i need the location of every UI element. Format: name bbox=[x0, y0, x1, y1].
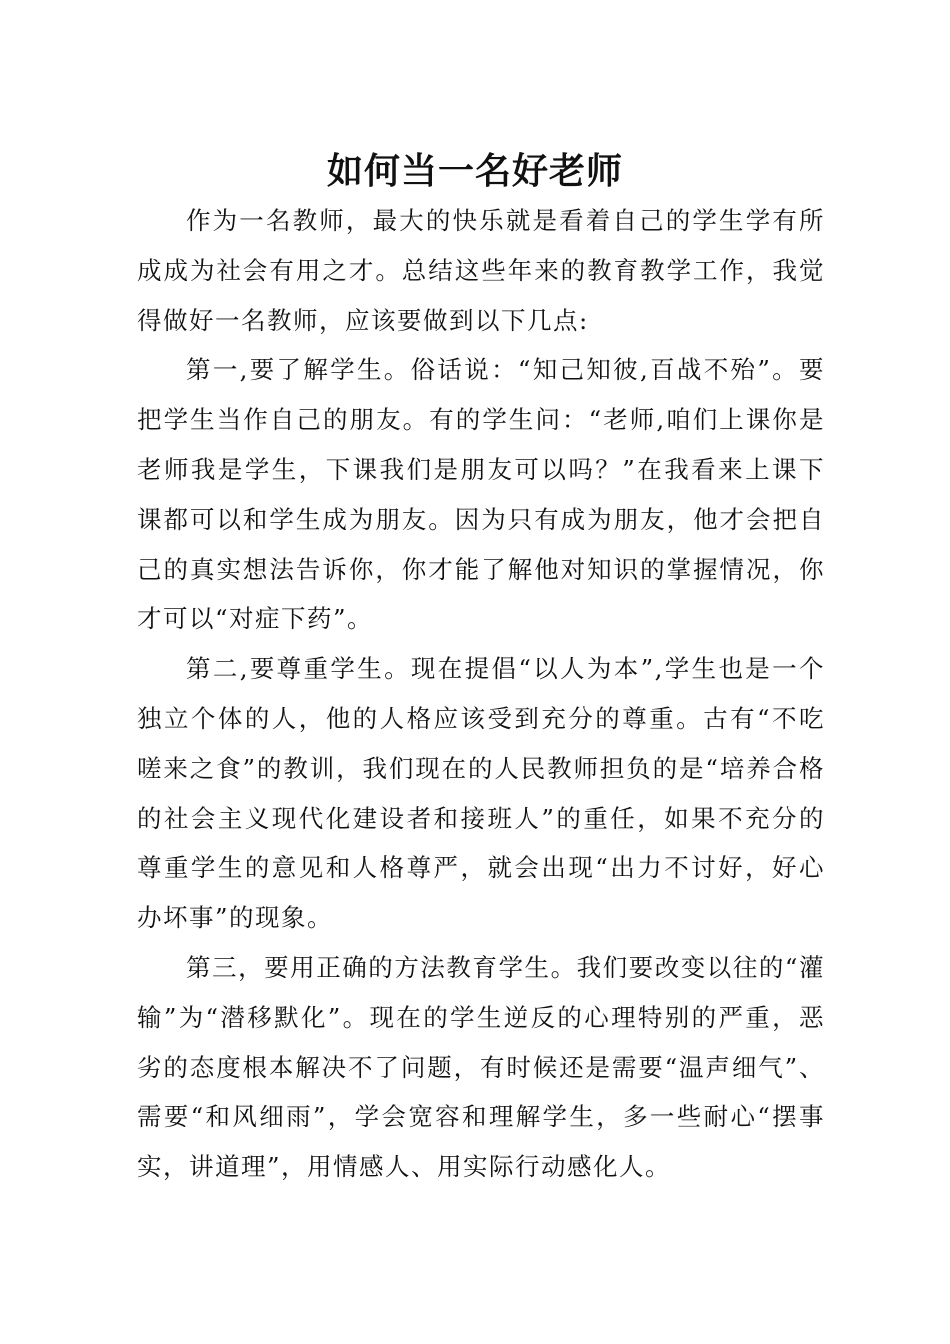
paragraph-third-point: 第三，要用正确的方法教育学生。我们要改变以往的“灌输”为“潜移默化”。现在的学生逆反的心理特别的严重，恶劣的态度根本解决不了问题，有时候还是需要“温声细气”、需要“和风细雨”，学会宽容和理解学生，多一些耐心“摆事实，讲道理”，用情感人、用实际行动感化人。 bbox=[137, 952, 825, 1182]
paragraph-first-point: 第一,要了解学生。俗话说：“知己知彼,百战不殆”。要把学生当作自己的朋友。有的学生问：“老师,咱们上课你是老师我是学生，下课我们是朋友可以吗？”在我看来上课下课都可以和学生成为朋友。因为只有成为朋友，他才会把自己的真实想法告诉你，你才能了解他对知识的掌握情况，你才可以“对症下药”。 bbox=[137, 355, 825, 634]
paragraph-second-point: 第二,要尊重学生。现在提倡“以人为本”,学生也是一个独立个体的人，他的人格应该受到充分的尊重。古有“不吃嗟来之食”的教训，我们现在的人民教师担负的是“培养合格的社会主义现代化建设者和接班人”的重任，如果不充分的尊重学生的意见和人格尊严，就会出现“出力不讨好，好心办坏事”的现象。 bbox=[137, 654, 825, 933]
document-title: 如何当一名好老师 bbox=[326, 150, 623, 192]
paragraph-intro: 作为一名教师，最大的快乐就是看着自己的学生学有所成成为社会有用之才。总结这些年来的教育教学工作，我觉得做好一名教师，应该要做到以下几点: bbox=[137, 206, 825, 335]
document-body bbox=[137, 196, 825, 1192]
